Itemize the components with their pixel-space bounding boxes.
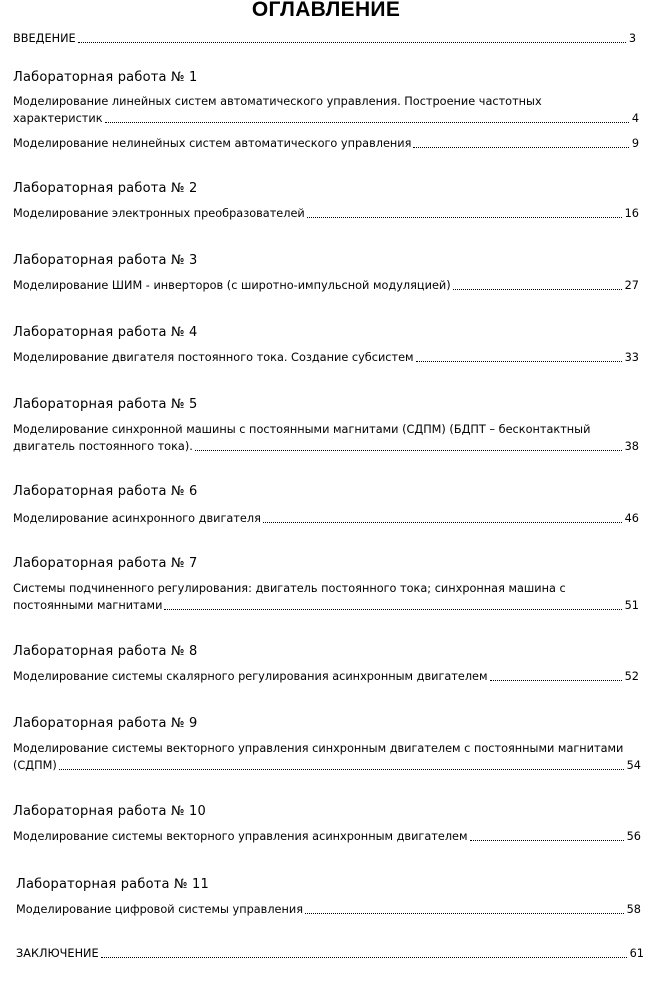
toc-entry-lab7[interactable] (13, 580, 639, 614)
toc-entry-page: 38 (624, 440, 639, 453)
toc-entry-text: характеристик (13, 112, 103, 125)
toc-entry-text: Моделирование электронных преобразователей (13, 207, 305, 220)
lab-heading-4: Лабораторная работа № 4 (13, 325, 198, 340)
toc-entry-page: 56 (626, 830, 641, 843)
lab-heading-3: Лабораторная работа № 3 (13, 253, 198, 268)
toc-entry-text: постоянными магнитами (13, 599, 163, 612)
toc-entry-lab2[interactable] (13, 205, 639, 222)
lab-heading-11: Лабораторная работа № 11 (16, 877, 209, 892)
lab-heading-2: Лабораторная работа № 2 (13, 181, 198, 196)
toc-entry-lab11[interactable] (16, 901, 641, 918)
toc-entry-lab3[interactable] (13, 277, 639, 294)
toc-entry-lab1-linear[interactable] (13, 93, 639, 127)
toc-entry-page: 54 (626, 759, 641, 772)
toc-entry-page: 58 (626, 903, 641, 916)
toc-entry-page: 3 (628, 32, 636, 45)
toc-entry-conclusion[interactable] (16, 945, 644, 962)
lab-heading-8: Лабораторная работа № 8 (13, 644, 198, 659)
toc-entry-text: Моделирование системы скалярного регулирования асинхронным двигателем (13, 670, 488, 683)
toc-entry-page: 16 (624, 207, 639, 220)
toc-entry-text: ЗАКЛЮЧЕНИЕ (16, 947, 99, 960)
toc-entry-page: 61 (629, 947, 644, 960)
toc-entry-text: Моделирование системы векторного управления асинхронным двигателем (13, 830, 468, 843)
toc-entry-text: Моделирование двигателя постоянного тока. Создание субсистем (13, 351, 414, 364)
lab-heading-5: Лабораторная работа № 5 (13, 397, 198, 412)
toc-entry-text: Моделирование ШИМ - инверторов (с широтно-импульсной модуляцией) (13, 279, 451, 292)
toc-entry-page: 51 (624, 599, 639, 612)
toc-entry-text: ВВЕДЕНИЕ (13, 32, 76, 45)
toc-entry-text: Моделирование асинхронного двигателя (13, 512, 261, 525)
toc-entry-text-line1: Моделирование линейных систем автоматического управления. Построение частотных (13, 95, 542, 108)
lab-heading-9: Лабораторная работа № 9 (13, 716, 198, 731)
toc-entry-lab10[interactable] (13, 828, 641, 845)
toc-entry-text-line1: Моделирование синхронной машины с постоянными магнитами (СДПМ) (БДПТ – бесконтактный (13, 423, 591, 436)
toc-entry-text-line1: Системы подчиненного регулирования: двигатель постоянного тока; синхронная машина с (13, 582, 566, 595)
toc-entry-lab4[interactable] (13, 349, 639, 366)
toc-entry-lab5[interactable] (13, 421, 639, 455)
lab-heading-10: Лабораторная работа № 10 (13, 804, 206, 819)
lab-heading-7: Лабораторная работа № 7 (13, 556, 198, 571)
toc-entry-page: 27 (624, 279, 639, 292)
toc-title: ОГЛАВЛЕНИЕ (251, 0, 401, 21)
toc-entry-page: 46 (624, 512, 639, 525)
toc-entry-intro[interactable] (13, 30, 636, 47)
toc-entry-lab8[interactable] (13, 668, 639, 685)
toc-entry-text: двигатель постоянного тока). (13, 440, 193, 453)
lab-heading-1: Лабораторная работа № 1 (13, 70, 198, 85)
toc-entry-text: Моделирование нелинейных систем автоматического управления (13, 137, 412, 150)
toc-entry-lab9[interactable] (13, 740, 641, 774)
toc-entry-lab6[interactable] (13, 510, 639, 527)
toc-entry-page: 4 (631, 112, 639, 125)
toc-entry-text: (СДПМ) (13, 759, 57, 772)
lab-heading-6: Лабораторная работа № 6 (13, 484, 198, 499)
toc-entry-text: Моделирование цифровой системы управления (16, 903, 304, 916)
toc-entry-lab1-nonlinear[interactable] (13, 135, 639, 152)
toc-entry-page: 33 (624, 351, 639, 364)
toc-entry-page: 9 (631, 137, 639, 150)
toc-entry-text-line1: Моделирование системы векторного управления синхронным двигателем с постоянными магнитами (13, 742, 624, 755)
toc-entry-page: 52 (624, 670, 639, 683)
